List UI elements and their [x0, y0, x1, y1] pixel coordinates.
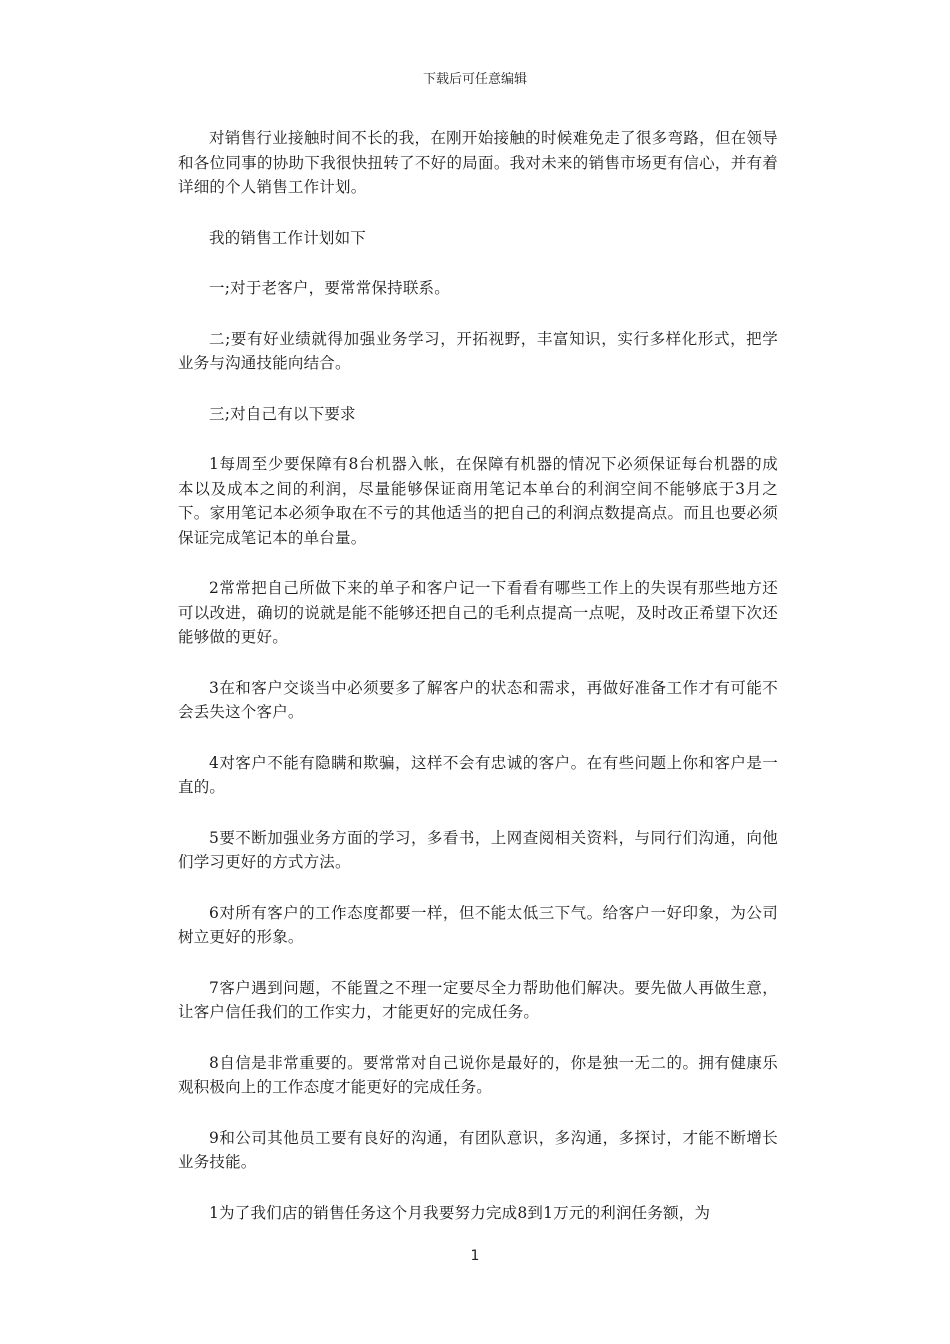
- paragraph-requirement-6: 6对所有客户的工作态度都要一样，但不能太低三下气。给客户一好印象，为公司树立更好的形象。: [178, 903, 778, 946]
- paragraph-item-3: 三;对自己有以下要求: [209, 404, 356, 423]
- paragraph-requirement-3: 3在和客户交谈当中必须要多了解客户的状态和需求，再做好准备工作才有可能不会丢失这个客户。: [178, 678, 778, 721]
- paragraph-item-1: 一;对于老客户，要常常保持联系。: [209, 279, 450, 297]
- paragraph-item-2: 二;要有好业绩就得加强业务学习，开拓视野，丰富知识，实行多样化形式，把学业务与沟通技能向结合。: [178, 329, 778, 372]
- paragraph-requirement-7: 7客户遇到问题，不能置之不理一定要尽全力帮助他们解决。要先做人再做生意，让客户信任我们的工作实力，才能更好的完成任务。: [178, 978, 778, 1021]
- paragraph-requirement-4: 4对客户不能有隐瞒和欺骗，这样不会有忠诚的客户。在有些问题上你和客户是一直的。: [178, 753, 778, 796]
- paragraph-requirement-5: 5要不断加强业务方面的学习，多看书，上网查阅相关资料，与同行们沟通，向他们学习更好的方式方法。: [178, 828, 778, 871]
- paragraph-requirement-2: 2常常把自己所做下来的单子和客户记一下看看有哪些工作上的失误有那些地方还可以改进，确切的说就是能不能够还把自己的毛利点提高一点呢，及时改正希望下次还能够做的更好。: [178, 579, 778, 646]
- paragraph-requirement-9: 9和公司其他员工要有良好的沟通，有团队意识，多沟通，多探讨，才能不断增长业务技能。: [178, 1128, 778, 1171]
- paragraph-plan-heading: 我的销售工作计划如下: [209, 228, 367, 247]
- paragraph-target: 1为了我们店的销售任务这个月我要努力完成8到1万元的利润任务额，为: [209, 1203, 711, 1222]
- document-body: [178, 126, 778, 1225]
- paragraph-requirement-1: 1每周至少要保障有8台机器入帐，在保障有机器的情况下必须保证每台机器的成本以及成本之间的利润，尽量能够保证商用笔记本单台的利润空间不能够底于3月之下。家用笔记本必须争取在不亏的其他适当的把自己的利润点数提高点。而且也要必须保证完成笔记本的单台量。: [178, 455, 778, 547]
- page-header: 下载后可任意编辑: [422, 72, 527, 87]
- page-number: 1: [470, 1248, 480, 1264]
- paragraph-requirement-8: 8自信是非常重要的。要常常对自己说你是最好的，你是独一无二的。拥有健康乐观积极向上的工作态度才能更好的完成任务。: [178, 1053, 778, 1096]
- paragraph-intro: 对销售行业接触时间不长的我，在刚开始接触的时候难免走了很多弯路，但在领导和各位同事的协助下我很快扭转了不好的局面。我对未来的销售市场更有信心，并有着详细的个人销售工作计划。: [178, 129, 778, 196]
